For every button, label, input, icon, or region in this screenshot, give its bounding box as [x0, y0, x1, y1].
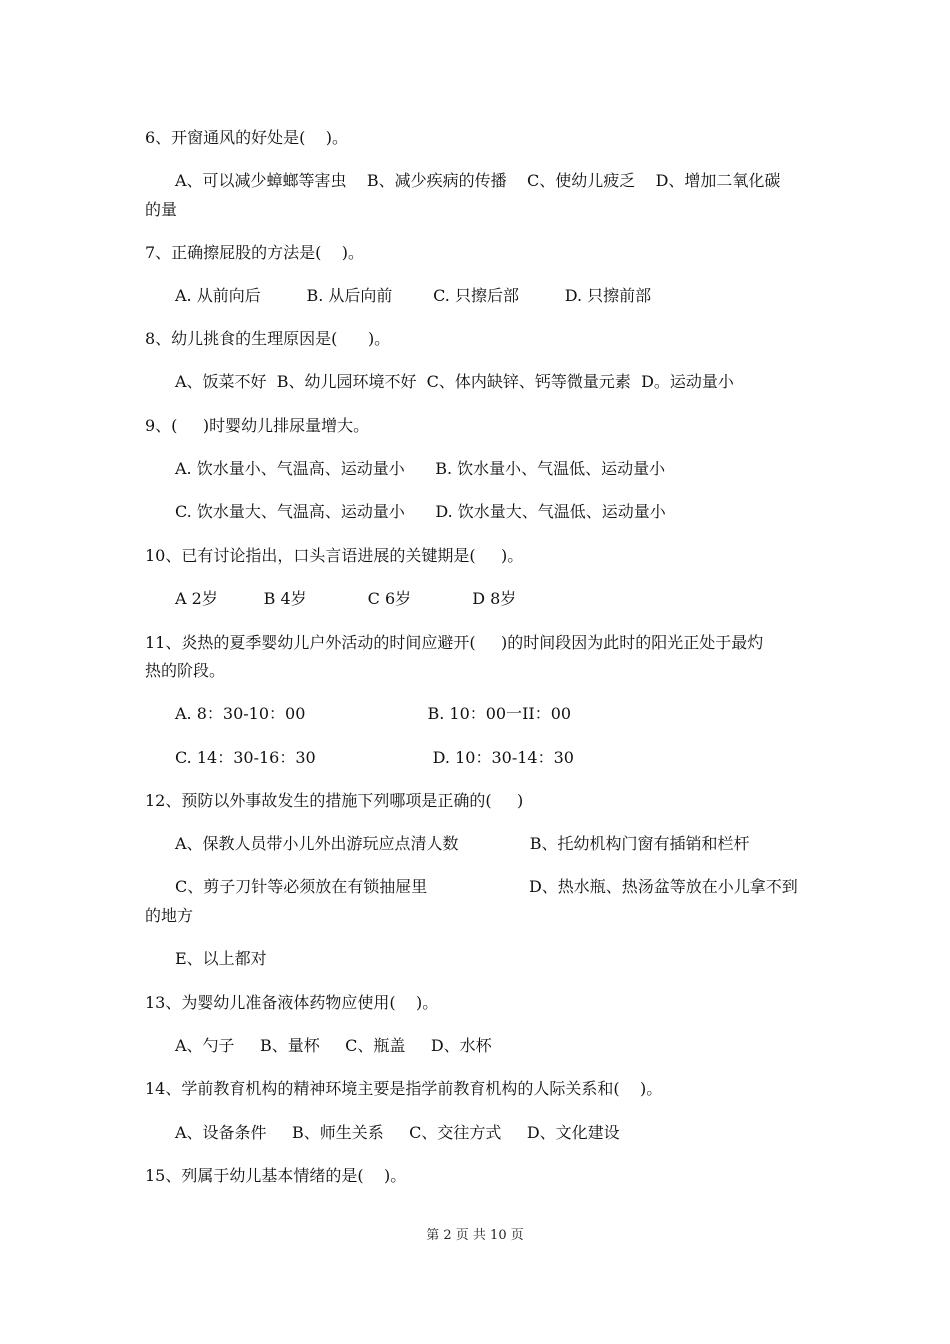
- question-13: 13、为婴幼儿准备液体药物应使用( )。: [145, 993, 439, 1012]
- question-12-options-ab: A、保教人员带小儿外出游玩应点清人数 B、托幼机构门窗有插销和栏杆: [175, 834, 750, 853]
- question-6-options: A、可以减少蟑螂等害虫 B、减少疾病的传播 C、使幼儿疲乏 D、增加二氧化碳: [175, 171, 781, 190]
- question-9: 9、( )时婴幼儿排尿量增大。: [145, 416, 370, 435]
- question-15: 15、列属于幼儿基本情绪的是( )。: [145, 1166, 407, 1185]
- question-8-options: A、饭菜不好 B、幼儿园环境不好 C、体内缺锌、钙等微量元素 D。运动量小: [175, 372, 734, 391]
- question-11: 11、炎热的夏季婴幼儿户外活动的时间应避开( )的时间段因为此时的阳光正处于最灼: [145, 633, 764, 652]
- question-11-options-cd: C. 14：30-16：30 D. 10：30-14：30: [175, 748, 574, 767]
- question-6-continuation: 的量: [145, 200, 178, 219]
- question-12-option-e: E、以上都对: [175, 949, 267, 968]
- question-9-options-ab: A. 饮水量小、气温高、运动量小 B. 饮水量小、气温低、运动量小: [175, 459, 666, 478]
- question-12-options-cd: C、剪子刀针等必须放在有锁抽屉里 D、热水瓶、热汤盆等放在小儿拿不到: [175, 877, 798, 896]
- question-14: 14、学前教育机构的精神环境主要是指学前教育机构的人际关系和( )。: [145, 1079, 663, 1098]
- question-7-options: A. 从前向后 B. 从后向前 C. 只擦后部 D. 只擦前部: [175, 286, 652, 305]
- page-footer: 第 2 页 共 10 页: [426, 1228, 524, 1243]
- question-8: 8、幼儿挑食的生理原因是( )。: [145, 329, 391, 348]
- question-13-options: A、勺子 B、量杯 C、瓶盖 D、水杯: [175, 1036, 492, 1055]
- question-14-options: A、设备条件 B、师生关系 C、交往方式 D、文化建设: [175, 1123, 620, 1142]
- question-6: 6、开窗通风的好处是( )。: [145, 128, 349, 147]
- question-11-options-ab: A. 8：30-10：00 B. 10：00一II：00: [175, 704, 572, 723]
- question-12: 12、预防以外事故发生的措施下列哪项是正确的( ): [145, 791, 524, 810]
- question-12-continuation: 的地方: [145, 906, 194, 925]
- question-7: 7、正确擦屁股的方法是( )。: [145, 243, 365, 262]
- question-10: 10、已有讨论指出，口头言语进展的关键期是( )。: [145, 546, 524, 565]
- question-10-options: A 2岁 B 4岁 C 6岁 D 8岁: [175, 589, 517, 608]
- question-9-options-cd: C. 饮水量大、气温高、运动量小 D. 饮水量大、气温低、运动量小: [175, 502, 666, 521]
- question-11-continuation: 热的阶段。: [145, 661, 226, 680]
